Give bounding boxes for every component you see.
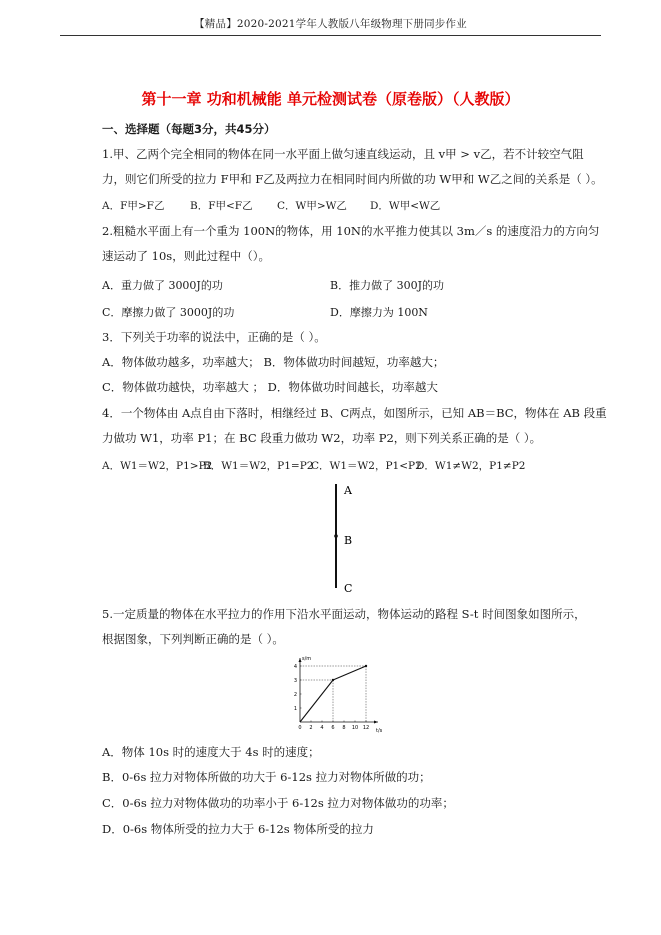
question-5-option-d: D．0-6s 物体所受的拉力大于 6-12s 物体所受的拉力 [102, 822, 374, 836]
y-tick-label: 3 [293, 677, 297, 684]
question-3-options-cd: C．物体做功越快，功率越大 ； D．物体做功时间越长，功率越大 [102, 380, 438, 394]
question-2-option-d: D．摩擦力为 100N [330, 306, 428, 319]
y-axis-label: s/m [302, 656, 312, 662]
x-tick-label: 12 [362, 725, 370, 731]
series-segment [333, 666, 366, 680]
point-b-marker [334, 534, 338, 538]
falling-object-figure [322, 478, 362, 594]
question-5-option-b: B．0-6s 拉力对物体所做的功大于 6-12s 拉力对物体所做的功； [102, 770, 431, 784]
question-1-option-c: C．W甲>W乙 [277, 200, 347, 212]
question-4-option-a: A．W1＝W2，P1>P2 [102, 460, 213, 472]
question-4-option-d: D．W1≠W2，P1≠P2 [416, 460, 526, 472]
question-2-option-b: B．推力做了 300J的功 [330, 279, 444, 292]
x-axis-arrow [374, 721, 378, 724]
y-tick-label: 2 [293, 691, 297, 698]
question-2-line-2: 速运动了 10s，则此过程中（）。 [102, 249, 270, 263]
x-tick-label: 8 [342, 725, 346, 731]
page-header: 【精品】2020-2021学年人教版八年级物理下册同步作业 [60, 16, 601, 36]
y-tick-label: 4 [293, 663, 297, 670]
question-5-option-c: C．0-6s 拉力对物体做功的功率小于 6-12s 拉力对物体做功的功率； [102, 796, 454, 810]
x-tick-label: 10 [351, 725, 359, 731]
question-1-line-2: 力，则它们所受的拉力 F甲和 F乙及两拉力在相同时间内所做的功 W甲和 W乙之间的关系是（ ）。 [102, 172, 603, 186]
question-1-option-a: A．F甲>F乙 [102, 200, 165, 212]
point-a-label: A [344, 484, 352, 497]
question-1-option-d: D．W甲<W乙 [370, 200, 441, 212]
s-t-graph [290, 652, 390, 734]
section-heading: 一、选择题（每题3分，共45分） [102, 122, 276, 136]
point-c-label: C [344, 582, 353, 594]
question-2-line-1: 2.粗糙水平面上有一个重为 100N的物体，用 10N的水平推力使其以 3m／s 的速度沿力的方向匀 [102, 224, 600, 238]
question-5-option-a: A．物体 10s 时的速度大于 4s 时的速度； [102, 745, 320, 759]
question-3-options-ab: A．物体做功越多，功率越大； B．物体做功时间越短，功率越大； [102, 355, 445, 369]
point-b-label: B [344, 534, 353, 547]
question-2-option-a: A．重力做了 3000J的功 [102, 279, 223, 292]
question-5-line-2: 根据图象，下列判断正确的是（ ）。 [102, 632, 284, 646]
document-title: 第十一章 功和机械能 单元检测试卷（原卷版）（人教版） [141, 90, 520, 108]
question-1-option-b: B．F甲<F乙 [190, 200, 253, 212]
question-4-line-1: 4．一个物体由 A点自由下落时，相继经过 B、C两点，如图所示，已知 AB＝BC，物体在 AB 段重 [102, 406, 607, 420]
question-4-option-c: C．W1＝W2，P1<P2 [311, 460, 422, 472]
question-1-line-1: 1.甲、乙两个完全相同的物体在同一水平面上做匀速直线运动，且 v甲 > v乙，若不计较空气阻 [102, 147, 584, 161]
series-segment [300, 680, 333, 722]
x-tick-label: 0 [298, 725, 302, 731]
question-5-line-1: 5.一定质量的物体在水平拉力的作用下沿水平面运动，物体运动的路程 S-t 时间图象如图所示， [102, 607, 586, 621]
x-tick-label: 6 [331, 725, 335, 731]
x-tick-label: 4 [320, 725, 324, 731]
x-tick-label: 2 [309, 725, 313, 731]
data-point [365, 665, 367, 667]
question-4-option-b: B．W1＝W2，P1=P2 [203, 460, 314, 472]
data-point [332, 679, 334, 681]
question-4-line-2: 力做功 W1，功率 P1；在 BC 段重力做功 W2，功率 P2，则下列关系正确的是（ ）。 [102, 431, 542, 445]
question-3-line-1: 3．下列关于功率的说法中，正确的是（ ）。 [102, 330, 326, 344]
y-tick-label: 1 [293, 705, 297, 712]
x-axis-label: t/s [376, 728, 383, 734]
question-2-option-c: C．摩擦力做了 3000J的功 [102, 306, 235, 319]
